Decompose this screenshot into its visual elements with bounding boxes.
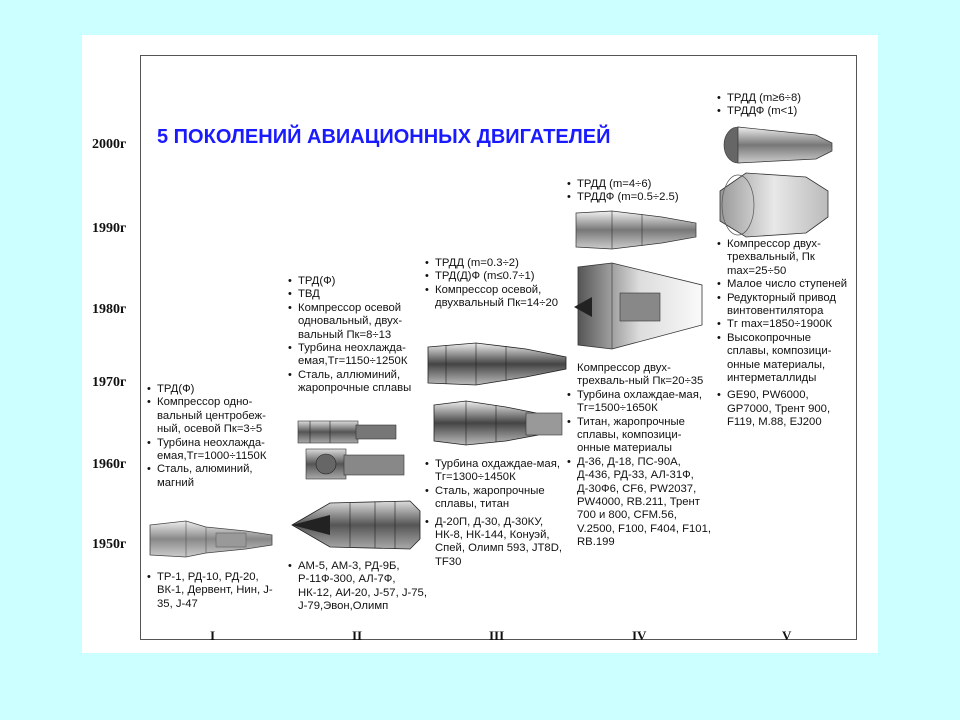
- gen5-feature: • Компрессор двух-трехвальный, Пк max=25÷50: [716, 238, 856, 278]
- gen3-feature: • Компрессор осевой, двухвальный Пк=14÷20: [424, 284, 564, 311]
- gen5-feature: • ТРДД (m≥6÷8): [716, 92, 856, 105]
- gen5-feature: • Малое число ступеней: [716, 278, 856, 291]
- generation-label-2: II: [352, 628, 363, 643]
- gen5-engine-list: • GE90, PW6000, GP7000, Трент 900, F119, M.88, EJ200: [716, 389, 856, 429]
- year-1990: 1990г: [92, 221, 127, 236]
- gen4-feature: • ТРДД (m=4÷6): [566, 178, 706, 191]
- gen4-engine-list: • Д-36, Д-18, ПС-90А, Д-436, РД-33, АЛ-31Ф, Д-30Ф6, CF6, PW2037, PW4000, RB.211, Трент 700 и 800, CFM.56, V.2500, F100, F404, F101, RB.199: [566, 456, 711, 550]
- gen2-feature: • Турбина неохлажда-емая,Тг=1150÷1250К: [287, 342, 427, 369]
- gen3-feature: • ТРД(Д)Ф (m≤0.7÷1): [424, 270, 564, 283]
- gen5-features-top: [716, 92, 856, 119]
- gen4-engine-images: [572, 207, 712, 357]
- gen3-engine-list: • Д-20П, Д-30, Д-30КУ, НК-8, НК-144, Конуэй, Спей, Олимп 593, JT8D, TF30: [424, 516, 564, 570]
- slide: [82, 35, 878, 653]
- gen4-feature: • ТРДДФ (m=0.5÷2.5): [566, 191, 706, 204]
- gen2-feature: • ТВД: [287, 288, 427, 301]
- year-1970: 1970г: [92, 375, 127, 390]
- gen1-feature: • Компрессор одно-вальный центробеж-ный, осевой Пк=3÷5: [146, 396, 278, 436]
- gen2-feature: • Компрессор осевой одновальный, двух-вальный Пк=8÷13: [287, 302, 427, 342]
- year-1980: 1980г: [92, 302, 127, 317]
- gen3-features-top: [424, 257, 564, 311]
- generation-label-1: I: [210, 628, 216, 643]
- gen2-feature: • ТРД(Ф): [287, 275, 427, 288]
- gen2-engines: [287, 560, 429, 614]
- gen5-feature: • ТРДДФ (m<1): [716, 105, 856, 118]
- year-2000: 2000г: [92, 137, 127, 152]
- gen3-feature: • Турбина охдаждае-мая, Тг=1300÷1450К: [424, 458, 564, 485]
- page-title: 5 ПОКОЛЕНИЙ АВИАЦИОННЫХ ДВИГАТЕЛЕЙ: [157, 126, 611, 148]
- gen4-feature: • Титан, жаропрочные сплавы, композици-онные материалы: [566, 416, 711, 456]
- gen3-features-bottom: [424, 458, 564, 569]
- gen2-engine-images: [290, 415, 422, 555]
- gen1-features: [146, 383, 278, 490]
- gen4-feature: Компрессор двух-трехваль-ный Пк=20÷35: [577, 362, 704, 388]
- gen1-engines: [146, 571, 278, 611]
- gen2-features: [287, 275, 427, 396]
- gen1-engine-list: • ТР-1, РД-10, РД-20, ВК-1, Дервент, Нин, J-35, J-47: [146, 571, 278, 611]
- gen3-engine-images: [426, 339, 568, 451]
- gen5-feature: • Редукторный привод винтовентилятора: [716, 292, 856, 319]
- gen1-feature: • Сталь, алюминий, магний: [146, 463, 278, 490]
- gen2-engine-list: • АМ-5, АМ-3, РД-9Б, Р-11Ф-300, АЛ-7Ф, НК-12, АИ-20, J-57, J-75, J-79,Эвон,Олимп: [287, 560, 429, 614]
- gen5-engine-images: [716, 121, 842, 241]
- gen2-feature: • Сталь, аллюминий, жаропрочные сплавы: [287, 369, 427, 396]
- gen1-feature: • ТРД(Ф): [146, 383, 278, 396]
- gen3-feature: • Сталь, жаропрочные сплавы, титан: [424, 485, 564, 512]
- generation-label-5: V: [782, 628, 792, 643]
- gen4-features-bottom: [566, 362, 711, 550]
- gen4-feature: • Турбина охлаждае-мая, Тг=1500÷1650К: [566, 389, 711, 416]
- gen1-feature: • Турбина неохлажда-емая,Тг=1000÷1150К: [146, 437, 278, 464]
- year-1960: 1960г: [92, 457, 127, 472]
- year-1950: 1950г: [92, 537, 127, 552]
- gen5-feature: • Тг max=1850÷1900К: [716, 318, 856, 331]
- gen5-feature: • Высокопрочные сплавы, композици-онные материалы, интерметаллиды: [716, 332, 856, 386]
- gen1-engine-image: [146, 517, 276, 561]
- gen3-feature: • ТРДД (m=0.3÷2): [424, 257, 564, 270]
- gen4-features-top: [566, 178, 706, 205]
- generation-label-4: IV: [632, 628, 647, 643]
- generation-label-3: III: [489, 628, 505, 643]
- gen5-features-bottom: [716, 238, 856, 430]
